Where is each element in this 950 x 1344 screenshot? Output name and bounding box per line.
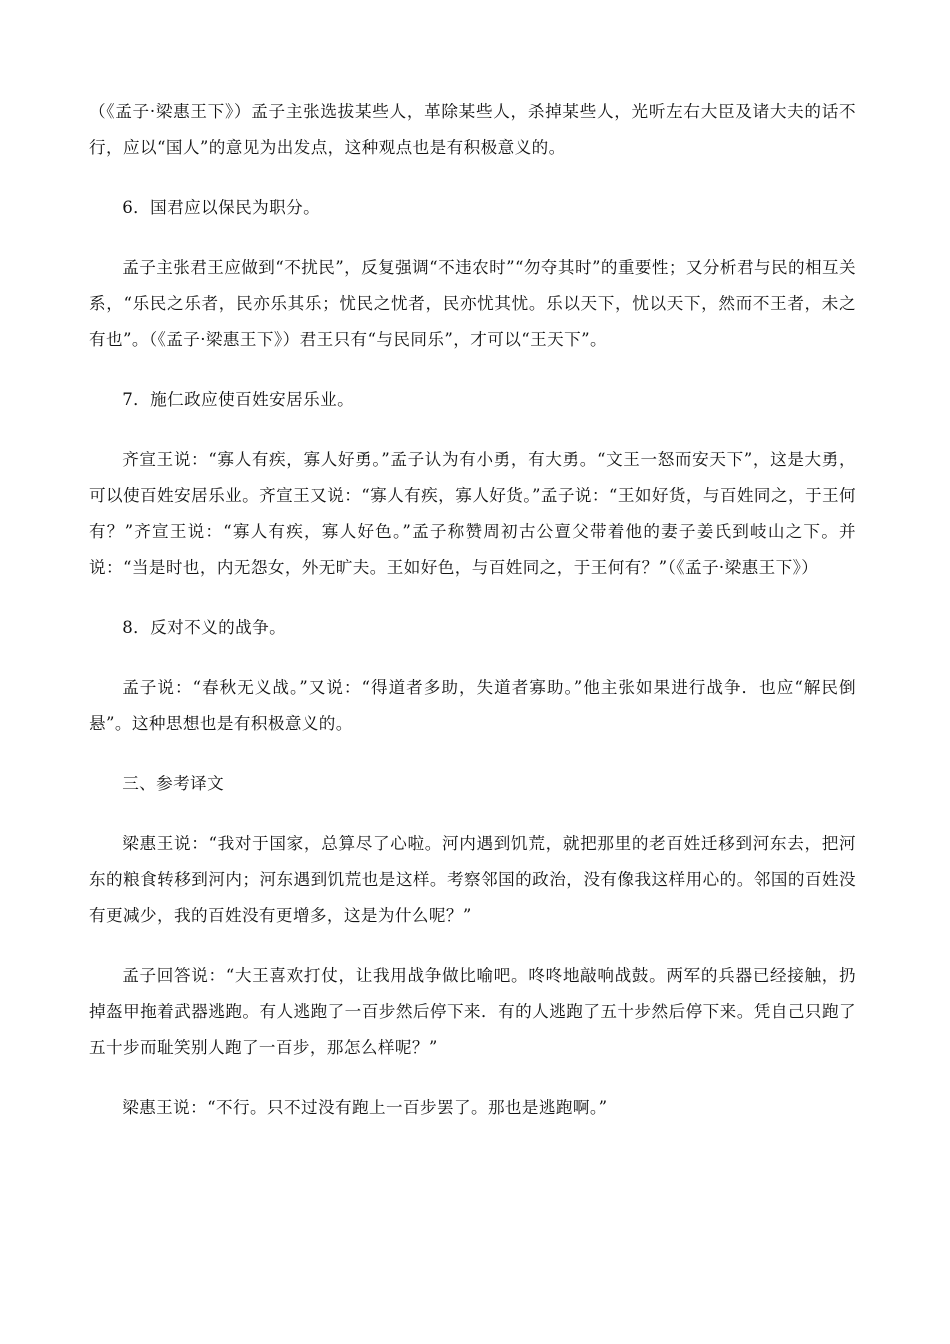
document-body [89, 94, 856, 1126]
paragraph-section-8: 孟子说：“春秋无义战。”又说：“得道者多助，失道者寡助。”他主张如果进行战争．也应“解民倒悬”。这种思想也是有积极意义的。 [89, 678, 856, 733]
section-heading-6: 6．国君应以保民为职分。 [122, 198, 321, 217]
section-heading-7: 7．施仁政应使百姓安居乐业。 [122, 390, 355, 409]
paragraph-section-6: 孟子主张君王应做到“不扰民”，反复强调“不违农时”“勿夺其时”的重要性；又分析君与民的相互关系，“乐民之乐者，民亦乐其乐；忧民之忧者，民亦忧其忧。乐以天下，忧以天下，然而不王者，未之有也”。（《孟子·梁惠王下》）君王只有“与民同乐”，才可以“王天下”。 [89, 258, 856, 349]
paragraph-translation-1: 梁惠王说：“我对于国家，总算尽了心啦。河内遇到饥荒，就把那里的老百姓迁移到河东去，把河东的粮食转移到河内；河东遇到饥荒也是这样。考察邻国的政治，没有像我这样用心的。邻国的百姓没有更减少，我的百姓没有更增多，这是为什么呢？” [89, 834, 856, 925]
paragraph-section-7: 齐宣王说：“寡人有疾，寡人好勇。”孟子认为有小勇，有大勇。“文王一怒而安天下”，这是大勇，可以使百姓安居乐业。齐宣王又说：“寡人有疾，寡人好货。”孟子说：“王如好货，与百姓同之，于王何有？”齐宣王说：“寡人有疾，寡人好色。”孟子称赞周初古公亶父带着他的妻子姜氏到岐山之下。并说：“当是时也，内无怨女，外无旷夫。王如好色，与百姓同之，于王何有？”（《孟子·梁惠王下》） [89, 450, 856, 577]
section-heading-8: 8．反对不义的战争。 [122, 618, 287, 637]
paragraph-mencius-quote-continuation: （《孟子·梁惠王下》）孟子主张选拔某些人，革除某些人，杀掉某些人，光听左右大臣及诸大夫的话不行，应以“国人”的意见为出发点，这种观点也是有积极意义的。 [89, 102, 856, 157]
paragraph-translation-2: 孟子回答说：“大王喜欢打仗，让我用战争做比喻吧。咚咚地敲响战鼓。两军的兵器已经接触，扔掉盔甲拖着武器逃跑。有人逃跑了一百步然后停下来．有的人逃跑了五十步然后停下来。凭自己只跑了五十步而耻笑别人跑了一百步，那怎么样呢？” [89, 966, 856, 1057]
section-heading-translation: 三、参考译文 [122, 774, 225, 793]
paragraph-translation-3: 梁惠王说：“不行。只不过没有跑上一百步罢了。那也是逃跑啊。” [122, 1098, 608, 1117]
